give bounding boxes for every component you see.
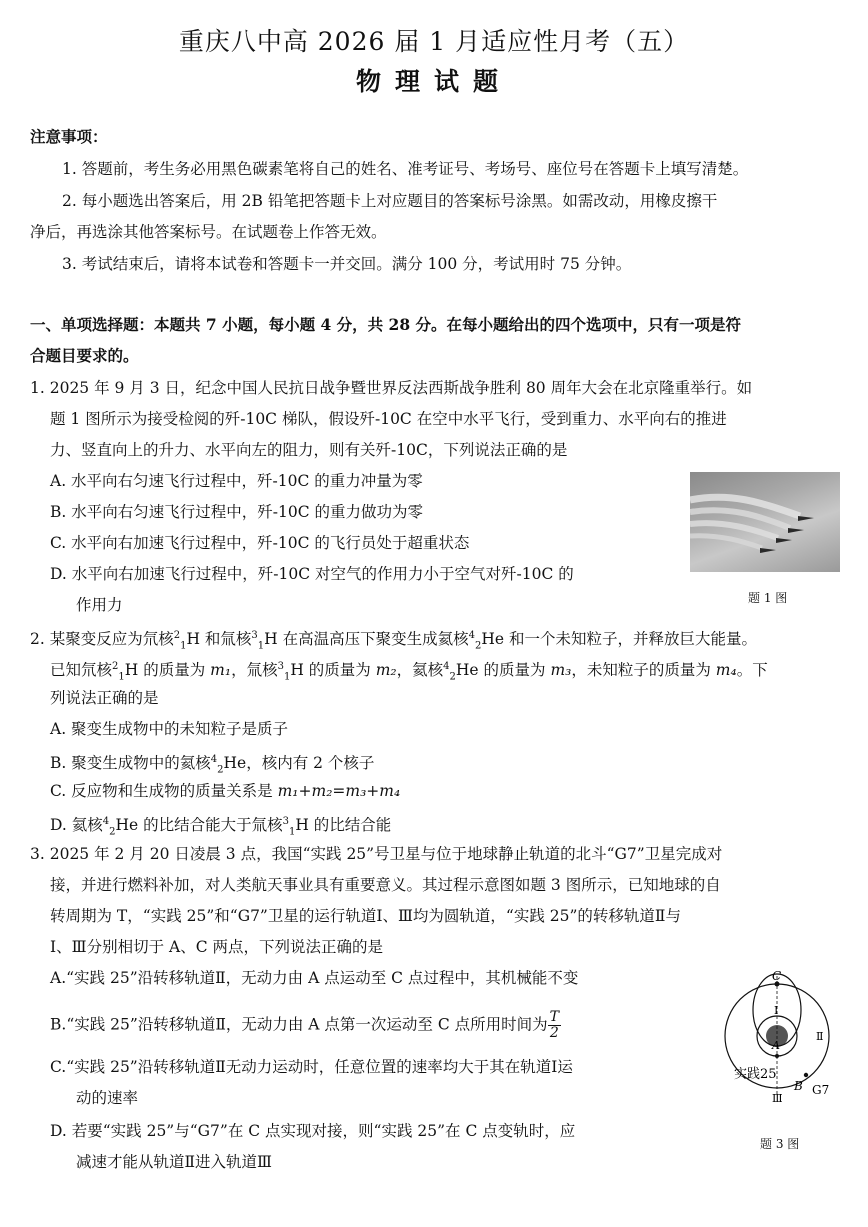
point-a [775,1054,779,1058]
q2-option-d [50,811,391,843]
q1-stem-2: 题 1 图所示为接受检阅的歼-10C 梯队，假设歼-10C 在空中水平飞行，受到重力、水平向右的推进 [50,410,727,428]
q3-option-d-1: D. 若要“实践 25”与“G7”在 C 点实现对接，则“实践 25”在 C 点变轨时，应 [50,1122,576,1140]
notes-item-2b: 净后，再选涂其他答案标号。在试题卷上作答无效。 [30,223,387,241]
q2-option-d-c: H 的比结合能 [295,816,392,835]
q2-option-a: A. 聚变生成物中的未知粒子是质子 [50,720,289,738]
exam-title: 重庆八中高 2026 届 1 月适应性月考（五） [178,27,690,56]
q2-stem-2c: ，氚核 [231,661,278,680]
q2-option-b [50,749,374,781]
q3-option-b [50,1010,561,1041]
q2-stem-1 [30,625,757,657]
q2-option-b-a: B. 聚变生成物中的氦核 [50,754,211,773]
h2-mass-number: 2 [173,630,181,641]
q2-stem-3: 列说法正确的是 [50,689,159,707]
h2-atomic-number: 1 [180,640,187,652]
q3-option-c-2: 动的速率 [76,1089,139,1107]
orbit-diagram-svg [720,962,842,1132]
mass-m2: m₂ [375,661,397,680]
q3-option-a: A.“实践 25”沿转移轨道Ⅱ，无动力由 A 点运动至 C 点过程中，其机械能不变 [50,969,579,987]
q2-option-b-b: He，核内有 2 个核子 [223,754,375,773]
label-orbit-i: Ⅰ [774,1004,779,1017]
q2-stem-1b: H 和氚核 [186,630,252,649]
he-atomic-number: 2 [475,640,482,652]
q3-orbit-diagram [720,962,842,1132]
q2-option-d-a: D. 氦核 [50,816,103,835]
h3-mass-number: 3 [277,661,284,672]
label-orbit-iii: Ⅲ [772,1092,783,1105]
label-orbit-ii: Ⅱ [816,1030,824,1043]
q3-option-b-text: B.“实践 25”沿转移轨道Ⅱ，无动力由 A 点第一次运动至 C 点所用时间为 [50,1015,548,1034]
point-b [804,1073,808,1077]
he-mass-number: 4 [468,630,475,641]
notes-item-1: 1. 答题前，考生务必用黑色碳素笔将自己的姓名、准考证号、考场号、座位号在答题卡上填写清楚。 [62,160,749,178]
section1-line1: 一、单项选择题：本题共 7 小题，每小题 4 分，共 28 分。在每小题给出的四个选项中，只有一项是符 [30,315,742,334]
q1-option-b: B. 水平向右匀速飞行过程中，歼-10C 的重力做功为零 [50,503,423,521]
h3-mass-number: 3 [251,630,258,641]
he-mass-number: 4 [210,754,218,765]
mass-m1: m₁ [210,661,232,680]
label-c: C [772,969,782,983]
he-atomic-number: 2 [449,671,456,683]
notes-heading: 注意事项： [30,127,108,146]
label-g7: G7 [812,1083,830,1097]
q2-stem-2g: ，未知粒子的质量为 [571,661,716,680]
fraction-numerator: T [549,1009,559,1025]
q2-stem-2d: H 的质量为 [290,661,376,680]
h3-atomic-number: 1 [257,640,265,652]
q3-option-c-1: C.“实践 25”沿转移轨道Ⅱ无动力运动时，任意位置的速率均大于其在轨道Ⅰ运 [50,1058,573,1076]
q2-stem-2e: ，氦核 [396,661,444,680]
fraction-denominator: 2 [549,1025,559,1041]
q2-stem-1c: H 在高温高压下聚变生成氦核 [264,630,469,649]
q1-option-d-1: D. 水平向右加速飞行过程中，歼-10C 对空气的作用力小于空气对歼-10C 的 [50,565,574,583]
q2-stem-1a: 2. 某聚变反应为氘核 [30,630,174,649]
q2-option-c-a: C. 反应物和生成物的质量关系是 [50,782,278,800]
q2-stem-2b: H 的质量为 [124,661,211,680]
h2-atomic-number: 1 [118,671,125,683]
q3-stem-4: Ⅰ、Ⅲ分别相切于 A、C 两点，下列说法正确的是 [50,938,383,956]
q1-stem-3: 力、竖直向上的升力、水平向左的阻力，则有关歼-10C，下列说法正确的是 [50,441,568,459]
q2-option-c [50,780,400,802]
he-mass-number: 4 [102,816,110,827]
q3-stem-1: 3. 2025 年 2 月 20 日凌晨 3 点，我国“实践 25”号卫星与位于地球静止轨道的北斗“G7”卫星完成对 [30,845,723,863]
label-b: B [794,1079,803,1093]
q2-stem-2a: 已知氘核 [50,661,113,680]
q1-figure-caption: 题 1 图 [748,591,788,605]
q1-option-d-2: 作用力 [76,596,123,614]
he-mass-number: 4 [443,661,450,672]
q2-stem-2h: 。下 [736,661,768,680]
q3-stem-3: 转周期为 T，“实践 25”和“G7”卫星的运行轨道Ⅰ、Ⅲ均为圆轨道，“实践 25”的转移轨道Ⅱ与 [50,907,681,925]
q1-option-a: A. 水平向右匀速飞行过程中，歼-10C 的重力冲量为零 [50,472,423,490]
he-atomic-number: 2 [217,764,224,776]
q1-jet-formation-photo [690,472,840,572]
h3-mass-number: 3 [282,816,289,827]
q3-figure-caption: 题 3 图 [760,1137,800,1151]
mass-m3: m₃ [550,661,572,680]
notes-item-3: 3. 考试结束后，请将本试卷和答题卡一并交回。满分 100 分，考试用时 75 分钟。 [62,255,632,273]
q1-stem-1: 1. 2025 年 9 月 3 日，纪念中国人民抗日战争暨世界反法西斯战争胜利 80 周年大会在北京隆重举行。如 [30,379,753,397]
q2-stem-2 [50,656,768,688]
q2-stem-2f: He 的质量为 [455,661,551,680]
mass-m4: m₄ [715,661,737,680]
q1-option-c: C. 水平向右加速飞行过程中，歼-10C 的飞行员处于超重状态 [50,534,470,552]
section1-line2: 合题目要求的。 [30,346,139,365]
mass-equation: m₁+m₂=m₃+m₄ [277,782,401,800]
q3-option-d-2: 减速才能从轨道Ⅱ进入轨道Ⅲ [76,1153,272,1171]
t-over-2-fraction [548,1010,561,1041]
notes-item-2a: 2. 每小题选出答案后，用 2B 铅笔把答题卡上对应题目的答案标号涂黑。如需改动，用橡皮擦干 [62,192,718,210]
label-shijian25: 实践25 [734,1067,777,1082]
h2-mass-number: 2 [112,661,119,672]
q2-stem-1d: He 和一个未知粒子，并释放巨大能量。 [481,630,757,649]
q3-stem-2: 接，并进行燃料补加，对人类航天事业具有重要意义。其过程示意图如题 3 图所示，已知地球的自 [50,876,721,894]
label-a: A [772,1039,780,1052]
jet-formation-image [690,472,840,572]
h3-atomic-number: 1 [288,826,296,838]
he-atomic-number: 2 [109,826,116,838]
q2-option-d-b: He 的比结合能大于氚核 [115,816,283,835]
exam-subtitle: 物理试题 [355,67,512,96]
h3-atomic-number: 1 [283,671,291,683]
